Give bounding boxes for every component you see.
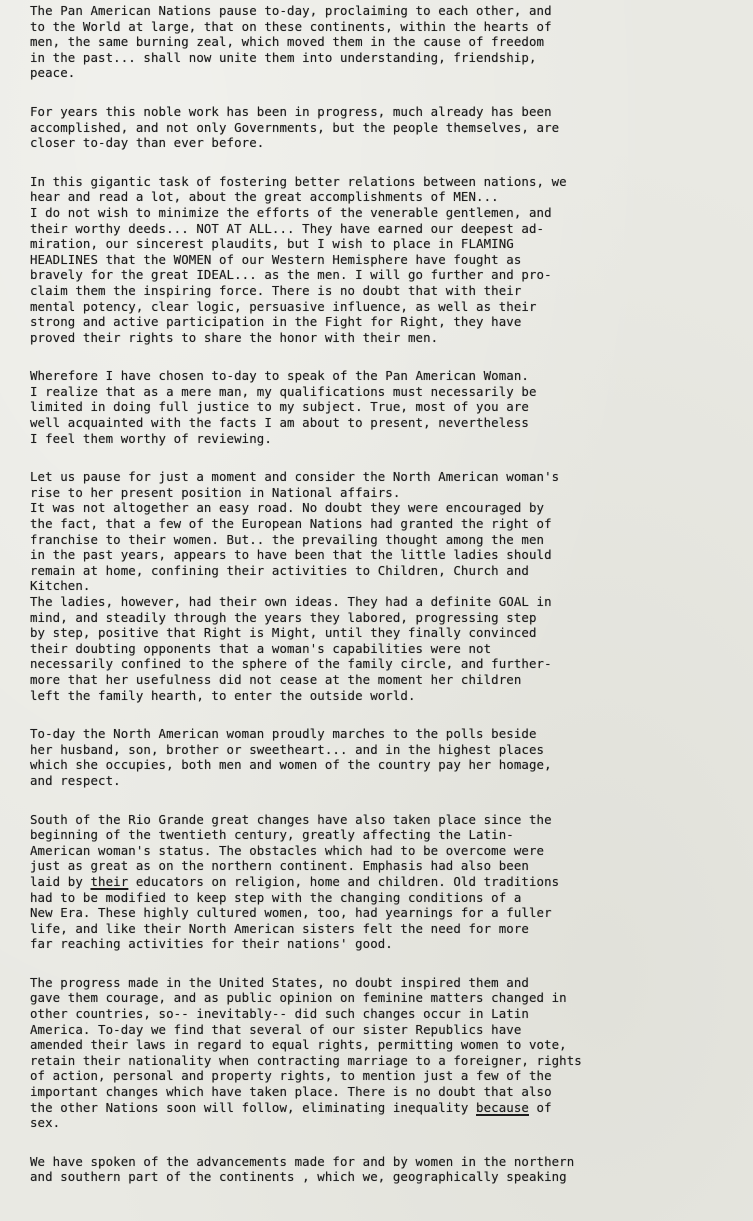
paragraph <box>30 726 742 788</box>
text-line: Wherefore I have chosen to-day to speak of the Pan American Woman. <box>30 368 529 384</box>
text-line: America. To-day we find that several of our sister Republics have <box>30 1021 522 1037</box>
text-line: and southern part of the continents , which we, geographically speaking <box>30 1169 567 1185</box>
text-line: In this gigantic task of fostering better relations between nations, we <box>30 173 567 189</box>
text-line: her husband, son, brother or sweetheart... and in the highest places <box>30 741 545 757</box>
text-line: necessarily confined to the sphere of the family circle, and further- <box>30 656 552 672</box>
text-line: in the past years, appears to have been that the little ladies should <box>30 547 552 563</box>
text-line: claim them the inspiring force. There is no doubt that with their <box>30 282 522 298</box>
text-line: To-day the North American woman proudly marches to the polls beside <box>30 726 537 742</box>
paragraph <box>30 812 742 952</box>
text-line: remain at home, confining their activities to Children, Church and <box>30 562 529 578</box>
text-line: peace. <box>30 65 76 81</box>
text-line: life, and like their North American sisters felt the need for more <box>30 920 529 936</box>
text-line: I realize that as a mere man, my qualifications must necessarily be <box>30 383 537 399</box>
text-line: strong and active participation in the Fight for Right, they have <box>30 314 522 330</box>
text-line: laid by their educators on religion, home and children. Old traditions <box>30 873 560 889</box>
text-line: in the past... shall now unite them into understanding, friendship, <box>30 49 537 65</box>
text-line: beginning of the twentieth century, greatly affecting the Latin- <box>30 827 514 843</box>
paragraph <box>30 469 742 703</box>
text-line: accomplished, and not only Governments, but the people themselves, are <box>30 119 560 135</box>
text-line: American woman's status. The obstacles which had to be overcome were <box>30 842 545 858</box>
text-line: by step, positive that Right is Might, until they finally convinced <box>30 625 537 641</box>
text-line: well acquainted with the facts I am about to present, nevertheless <box>30 415 529 431</box>
text-line: other countries, so-- inevitably-- did such changes occur in Latin <box>30 1006 529 1022</box>
text-line: limited in doing full justice to my subject. True, most of you are <box>30 399 529 415</box>
text-line: I feel them worthy of reviewing. <box>30 430 272 446</box>
text-line: miration, our sincerest plaudits, but I wish to place in FLAMING <box>30 236 514 252</box>
text-line: New Era. These highly cultured women, too, had yearnings for a fuller <box>30 905 552 921</box>
text-line: retain their nationality when contracting marriage to a foreigner, rights <box>30 1052 582 1068</box>
text-line: their doubting opponents that a woman's capabilities were not <box>30 640 492 656</box>
text-line: the fact, that a few of the European Nations had granted the right of <box>30 516 552 532</box>
text-line: important changes which have taken place. There is no doubt that also <box>30 1084 552 1100</box>
text-line: Kitchen. <box>30 578 91 594</box>
text-line: mental potency, clear logic, persuasive influence, as well as their <box>30 298 537 314</box>
paragraph <box>30 975 742 1131</box>
text-line: which she occupies, both men and women of the country pay her homage, <box>30 757 552 773</box>
text-line: had to be modified to keep step with the changing conditions of a <box>30 889 522 905</box>
text-line: of action, personal and property rights, to mention just a few of the <box>30 1068 552 1084</box>
text-line: hear and read a lot, about the great accomplishments of MEN... <box>30 189 499 205</box>
text-line: just as great as on the northern continent. Emphasis had also been <box>30 858 529 874</box>
document-body <box>30 3 742 1208</box>
text-line: rise to her present position in National affairs. <box>30 484 401 500</box>
text-line: For years this noble work has been in progress, much already has been <box>30 103 552 119</box>
text-line: The Pan American Nations pause to-day, proclaiming to each other, and <box>30 3 552 18</box>
underlined-word: their <box>90 873 129 889</box>
text-line: The progress made in the United States, no doubt inspired them and <box>30 974 529 990</box>
text-line: It was not altogether an easy road. No doubt they were encouraged by <box>30 500 545 516</box>
text-line: more that her usefulness did not cease at the moment her children <box>30 671 522 687</box>
text-line: sex. <box>30 1115 61 1131</box>
text-line: closer to-day than ever before. <box>30 135 265 151</box>
underlined-word: because <box>476 1099 529 1115</box>
text-line: the other Nations soon will follow, eliminating inequality because of <box>30 1099 552 1115</box>
paragraph <box>30 3 742 81</box>
text-line: far reaching activities for their nations' good. <box>30 936 393 952</box>
text-line: their worthy deeds... NOT AT ALL... They have earned our deepest ad- <box>30 220 545 236</box>
text-line: bravely for the great IDEAL... as the men. I will go further and pro- <box>30 267 552 283</box>
text-line: amended their laws in regard to equal rights, permitting women to vote, <box>30 1037 567 1053</box>
text-line: proved their rights to share the honor with their men. <box>30 329 439 345</box>
text-line: franchise to their women. But.. the prevailing thought among the men <box>30 531 545 547</box>
text-line: and respect. <box>30 772 121 788</box>
paragraph <box>30 174 742 346</box>
text-line: mind, and steadily through the years they labored, progressing step <box>30 609 537 625</box>
text-line: gave them courage, and as public opinion on feminine matters changed in <box>30 990 567 1006</box>
paragraph <box>30 1154 742 1185</box>
text-line: left the family hearth, to enter the outside world. <box>30 687 416 703</box>
text-line: HEADLINES that the WOMEN of our Western Hemisphere have fought as <box>30 251 522 267</box>
paragraph <box>30 368 742 446</box>
text-line: We have spoken of the advancements made for and by women in the northern <box>30 1153 575 1169</box>
text-line: South of the Rio Grande great changes have also taken place since the <box>30 811 552 827</box>
text-line: men, the same burning zeal, which moved them in the cause of freedom <box>30 34 545 50</box>
text-line: Let us pause for just a moment and consider the North American woman's <box>30 469 560 485</box>
text-line: to the World at large, that on these continents, within the hearts of <box>30 18 552 34</box>
text-line: The ladies, however, had their own ideas. They had a definite GOAL in <box>30 594 552 609</box>
text-line: I do not wish to minimize the efforts of the venerable gentlemen, and <box>30 204 552 220</box>
paragraph <box>30 104 742 151</box>
